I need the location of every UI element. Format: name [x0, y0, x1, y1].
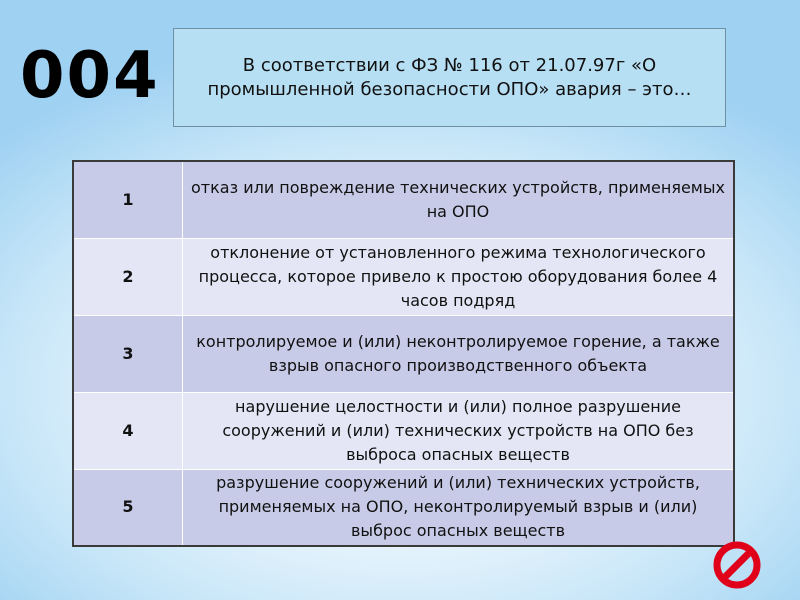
- answer-number: 5: [73, 469, 183, 546]
- answer-row-3[interactable]: [73, 315, 734, 392]
- answer-text: контролируемое и (или) неконтролируемое горение, а также взрыв опасного производственного объекта: [183, 315, 735, 392]
- no-entry-icon[interactable]: [712, 540, 762, 590]
- question-box: [173, 28, 726, 127]
- answer-row-4[interactable]: [73, 392, 734, 469]
- question-text: В соответствии с ФЗ № 116 от 21.07.97г «О промышленной безопасности ОПО» авария – это…: [207, 54, 692, 100]
- question-number: 004: [20, 39, 160, 113]
- answer-text: отклонение от установленного режима технологического процесса, которое привело к простою оборудования более 4 часов подряд: [183, 238, 735, 315]
- answer-number: 2: [73, 238, 183, 315]
- answer-row-5[interactable]: [73, 469, 734, 546]
- answer-number: 3: [73, 315, 183, 392]
- answer-row-2[interactable]: [73, 238, 734, 315]
- answer-number: 4: [73, 392, 183, 469]
- answer-number: 1: [73, 161, 183, 238]
- answer-text: разрушение сооружений и (или) технических устройств, применяемых на ОПО, неконтролируемый взрыв и (или) выброс опасных веществ: [183, 469, 735, 546]
- answers-table: [72, 160, 735, 547]
- answer-row-1[interactable]: [73, 161, 734, 238]
- answer-text: нарушение целостности и (или) полное разрушение сооружений и (или) технических устройств на ОПО без выброса опасных веществ: [183, 392, 735, 469]
- answer-text: отказ или повреждение технических устройств, применяемых на ОПО: [183, 161, 735, 238]
